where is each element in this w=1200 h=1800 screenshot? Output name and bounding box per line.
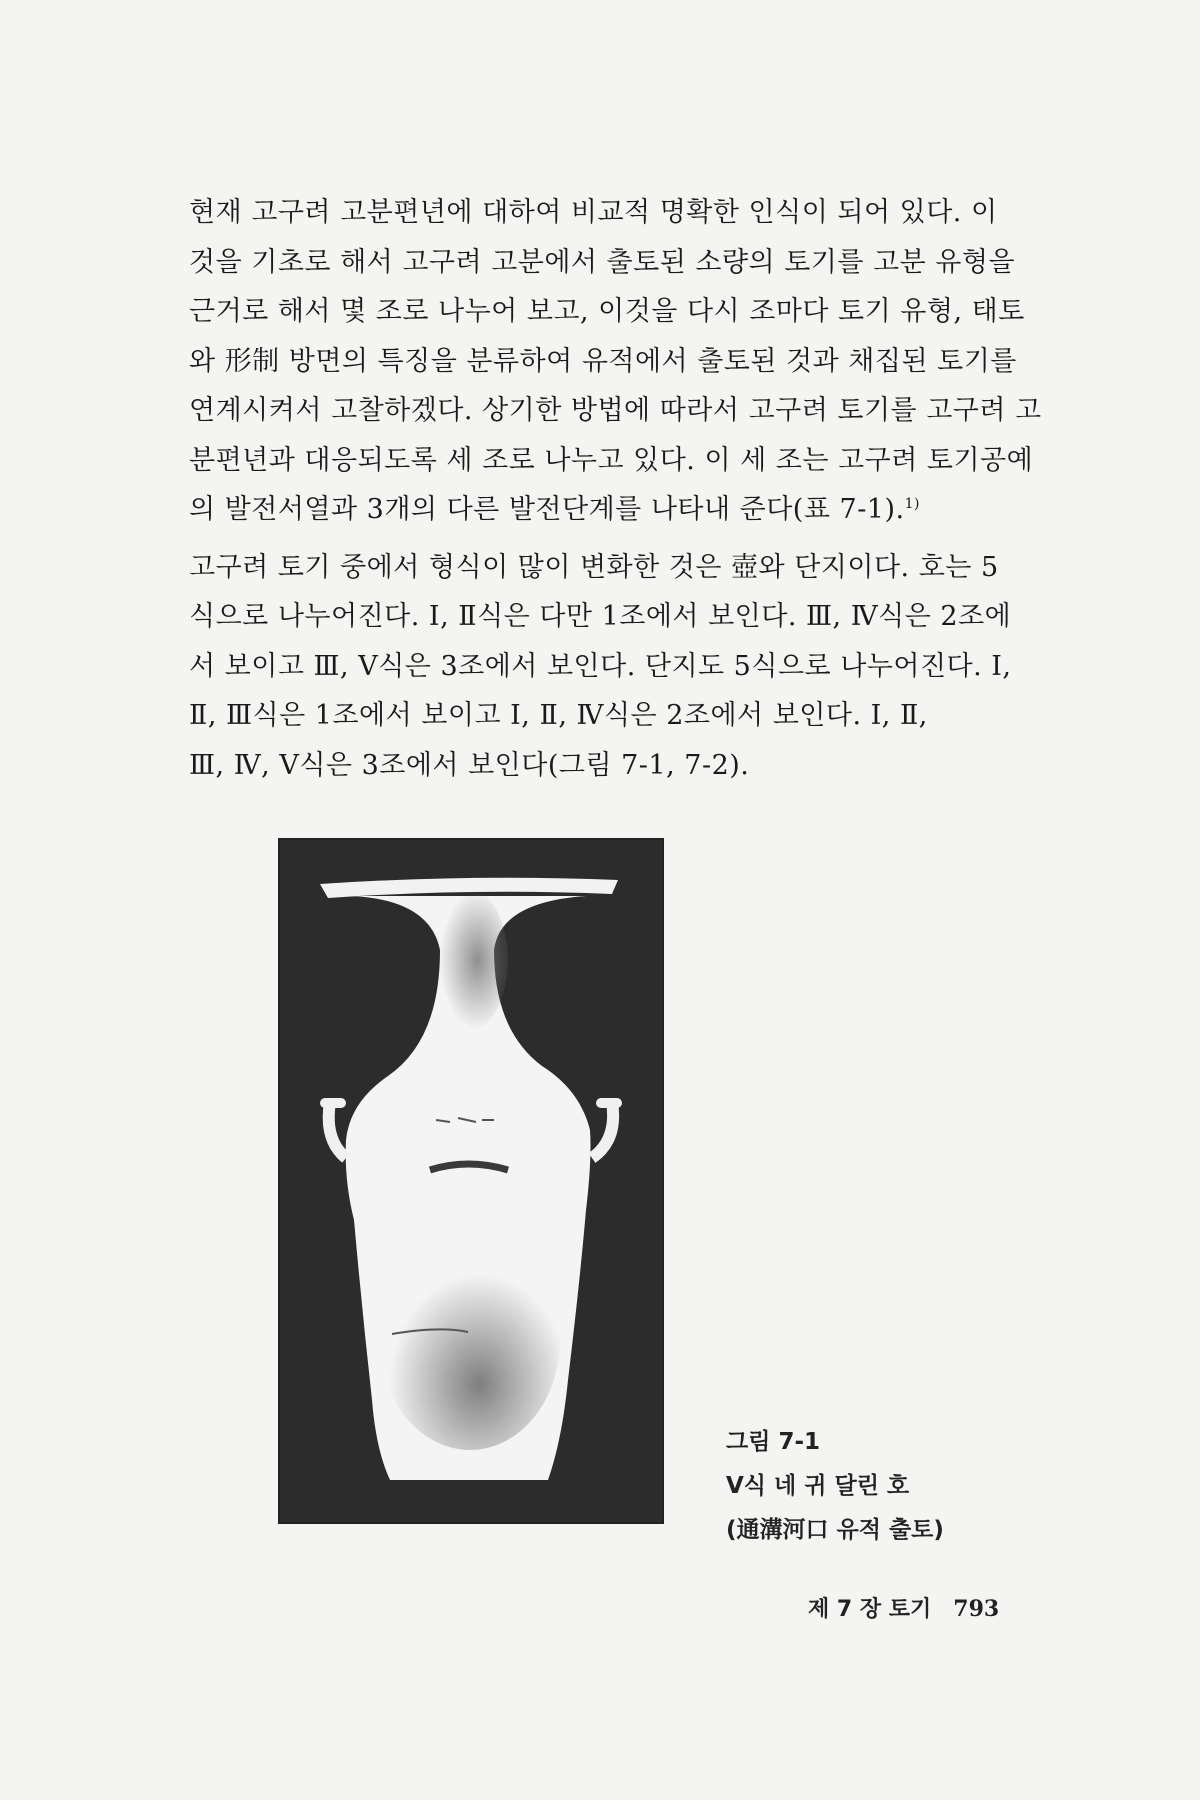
text-line: 서 보이고 Ⅲ, Ⅴ식은 3조에서 보인다. 단지도 5식으로 나누어진다. Ⅰ, — [189, 650, 1012, 682]
text-line: 분편년과 대응되도록 세 조로 나누고 있다. 이 세 조는 고구려 토기공예 — [189, 444, 1034, 476]
paragraph-1 — [162, 188, 1042, 535]
text-line: Ⅲ, Ⅳ, Ⅴ식은 3조에서 보인다(그림 7-1, 7-2). — [189, 749, 750, 781]
caption-source: (通溝河口 유적 출토) — [726, 1517, 944, 1543]
caption-title: V식 네 귀 달린 호 — [726, 1473, 910, 1499]
text-line: 와 形制 방면의 특징을 분류하여 유적에서 출토된 것과 채집된 토기를 — [189, 345, 1017, 377]
text-line-last — [162, 485, 1042, 535]
text-line: Ⅱ, Ⅲ식은 1조에서 보이고 Ⅰ, Ⅱ, Ⅳ식은 2조에서 보인다. Ⅰ, Ⅱ, — [189, 700, 928, 731]
four-eared-jar-illustration — [280, 840, 662, 1522]
paragraph-2 — [162, 543, 1042, 791]
text-line: 현재 고구려 고분편년에 대하여 비교적 명확한 인식이 되어 있다. 이 — [189, 197, 998, 228]
text-line-content: 의 발전서열과 3개의 다른 발전단계를 나타내 준다(표 7-1). — [189, 494, 905, 525]
page-number: 793 — [953, 1596, 1000, 1622]
caption-number: 그림 7-1 — [726, 1429, 820, 1455]
figure-caption — [726, 1420, 944, 1552]
footnote-marker[interactable]: 1) — [904, 496, 920, 512]
figure-photo-jar — [278, 838, 664, 1524]
page-footer — [808, 1592, 999, 1623]
chapter-label: 제 7 장 토기 — [808, 1597, 932, 1622]
text-line: 연계시켜서 고찰하겠다. 상기한 방법에 따라서 고구려 토기를 고구려 고 — [189, 395, 1042, 426]
text-line: 식으로 나누어진다. Ⅰ, Ⅱ식은 다만 1조에서 보인다. Ⅲ, Ⅳ식은 2조에 — [189, 601, 1012, 632]
text-line: 것을 기초로 해서 고구려 고분에서 출토된 소량의 토기를 고분 유형을 — [189, 246, 1016, 278]
text-line: 고구려 토기 중에서 형식이 많이 변화한 것은 壺와 단지이다. 호는 5 — [189, 551, 999, 583]
text-line: 근거로 해서 몇 조로 나누어 보고, 이것을 다시 조마다 토기 유형, 태토 — [189, 296, 1025, 327]
body-text — [162, 188, 1042, 790]
